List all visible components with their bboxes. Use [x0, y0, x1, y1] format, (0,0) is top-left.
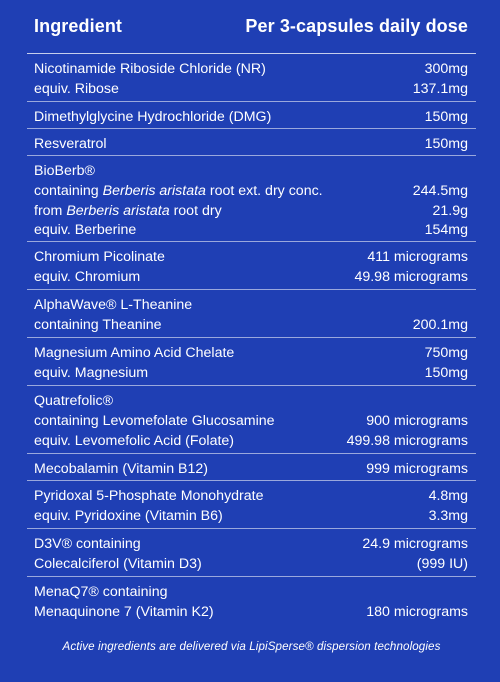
ingredient-line: [34, 507, 468, 527]
ingredient-line: [34, 344, 468, 364]
table-row: [27, 481, 476, 529]
ingredient-name-species: Berberis aristata: [102, 182, 206, 199]
ingredient-column-header: Ingredient: [34, 16, 123, 36]
ingredient-name: Quatrefolic®: [34, 393, 114, 409]
table-header: [27, 0, 476, 54]
ingredient-name: equiv. Levomefolic Acid (Folate): [34, 432, 235, 449]
ingredient-name-text: root dry: [169, 202, 222, 219]
ingredient-name: Nicotinamide Riboside Chloride (NR): [34, 61, 266, 77]
ingredient-name: Menaquinone 7 (Vitamin K2): [34, 603, 214, 620]
table-row: [27, 454, 476, 481]
ingredient-line: [34, 108, 468, 128]
ingredient-amount: 411 micrograms: [367, 249, 468, 265]
ingredient-amount: 21.9g: [432, 202, 468, 219]
dose-column-header: Per 3-capsules daily dose: [245, 16, 468, 36]
ingredient-amount: 200.1mg: [412, 316, 468, 333]
ingredient-name: Mecobalamin (Vitamin B12): [34, 461, 209, 477]
table-row: [27, 577, 476, 625]
ingredient-amount: 300mg: [424, 61, 468, 77]
ingredient-name: Pyridoxal 5-Phosphate Monohydrate: [34, 488, 264, 504]
ingredient-name: Colecalciferol (Vitamin D3): [34, 555, 202, 572]
ingredient-name: Dimethylglycine Hydrochloride (DMG): [34, 109, 272, 125]
table-row: [27, 129, 476, 156]
ingredient-amount: 3.3mg: [428, 507, 468, 524]
ingredient-amount: 499.98 micrograms: [346, 432, 468, 449]
ingredient-rows: [27, 54, 476, 625]
ingredient-line: [34, 268, 468, 288]
ingredient-name: MenaQ7® containing: [34, 584, 168, 600]
ingredient-amount: 49.98 micrograms: [354, 268, 468, 285]
ingredient-amount: 154mg: [424, 222, 468, 239]
ingredient-line: [34, 182, 468, 202]
table-row: [27, 54, 476, 102]
ingredient-line: [34, 162, 468, 182]
ingredient-line: [34, 60, 468, 80]
ingredient-name: equiv. Chromium: [34, 268, 141, 285]
ingredient-name: equiv. Pyridoxine (Vitamin B6): [34, 507, 223, 524]
ingredient-name: equiv. Magnesium: [34, 364, 149, 381]
ingredient-line: [34, 603, 468, 623]
table-row: [27, 156, 476, 242]
ingredient-line: [34, 392, 468, 412]
ingredient-name-text: containing: [34, 182, 103, 199]
ingredient-name: equiv. Berberine: [34, 222, 137, 239]
ingredient-name: containing Levomefolate Glucosamine: [34, 412, 275, 429]
ingredient-line: [34, 487, 468, 507]
ingredient-amount: 750mg: [424, 345, 468, 361]
ingredient-table: [27, 0, 476, 682]
ingredient-line: [34, 412, 468, 432]
ingredient-name-text: root ext. dry conc.: [205, 182, 323, 199]
ingredient-name-text: from: [34, 202, 67, 219]
ingredient-line: [34, 535, 468, 555]
ingredient-amount: 137.1mg: [412, 80, 468, 97]
ingredient-line: [34, 583, 468, 603]
table-row: [27, 242, 476, 290]
table-row: [27, 386, 476, 454]
ingredient-line: [34, 316, 468, 336]
ingredient-amount: 999 micrograms: [366, 461, 468, 477]
table-row: [27, 338, 476, 386]
ingredient-amount: 180 micrograms: [366, 603, 468, 620]
ingredient-name: [34, 182, 331, 202]
ingredient-amount: 4.8mg: [428, 488, 468, 504]
ingredient-line: [34, 80, 468, 100]
ingredient-name: BioBerb®: [34, 163, 95, 179]
footer-note: Active ingredients are delivered via LipiSperse® dispersion technologies: [62, 640, 441, 653]
ingredient-amount: 24.9 micrograms: [362, 536, 468, 552]
ingredient-amount: 150mg: [424, 364, 468, 381]
table-row: [27, 290, 476, 338]
ingredient-amount: 244.5mg: [412, 182, 468, 199]
ingredient-line: [34, 202, 468, 222]
ingredient-name: [34, 202, 230, 222]
ingredient-line: [34, 221, 468, 241]
ingredient-name: Magnesium Amino Acid Chelate: [34, 345, 235, 361]
ingredient-name: D3V® containing: [34, 536, 141, 552]
ingredient-line: [34, 432, 468, 452]
ingredient-line: [34, 460, 468, 480]
ingredient-amount: 900 micrograms: [366, 412, 468, 429]
ingredient-line: [34, 296, 468, 316]
ingredient-name: AlphaWave® L-Theanine: [34, 297, 193, 313]
table-row: [27, 529, 476, 577]
ingredient-line: [34, 135, 468, 155]
ingredient-name-species: Berberis aristata: [66, 202, 170, 219]
table-row: [27, 102, 476, 129]
ingredient-name: containing Theanine: [34, 316, 162, 333]
ingredient-line: [34, 248, 468, 268]
ingredient-name: Resveratrol: [34, 136, 107, 152]
ingredient-line: [34, 364, 468, 384]
ingredient-line: [34, 555, 468, 575]
ingredient-name: Chromium Picolinate: [34, 249, 165, 265]
ingredient-amount: 150mg: [424, 136, 468, 152]
ingredient-amount: 150mg: [424, 109, 468, 125]
ingredient-name: equiv. Ribose: [34, 80, 119, 97]
ingredient-amount: (999 IU): [416, 555, 468, 572]
